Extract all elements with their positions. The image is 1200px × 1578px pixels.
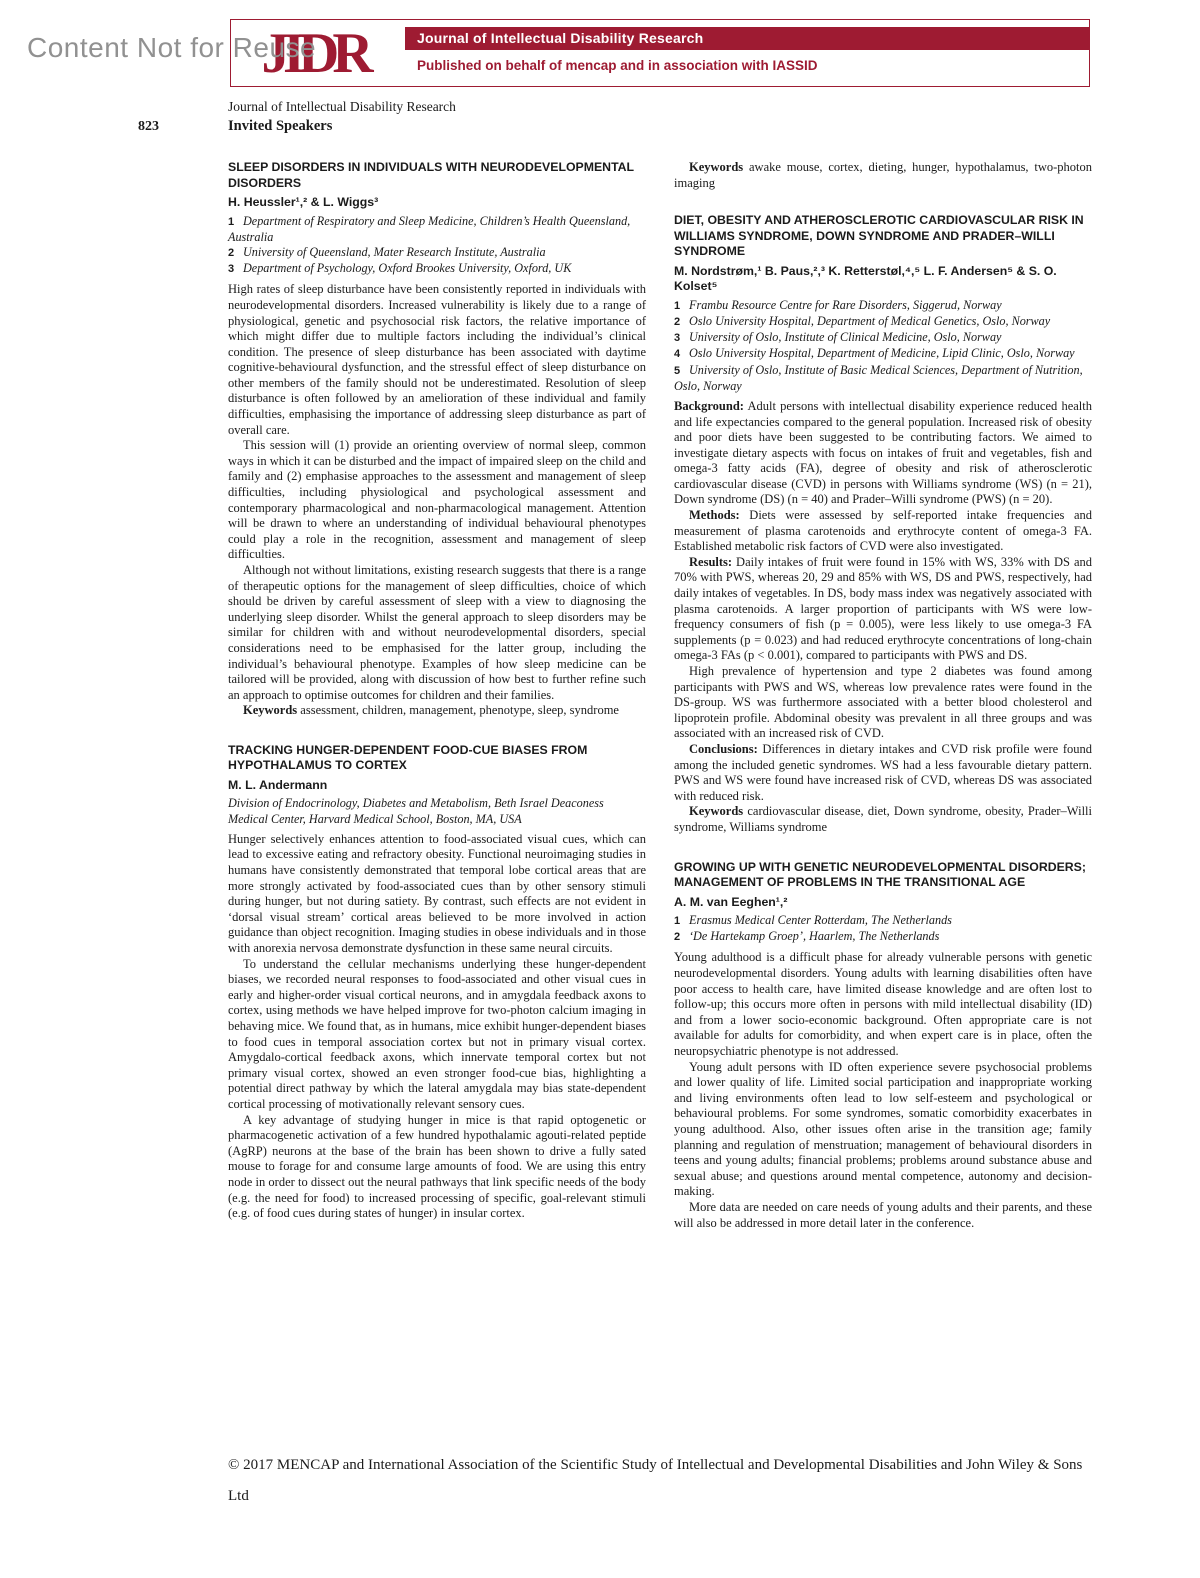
section-heading: Invited Speakers [228, 118, 333, 134]
affiliation-text: Division of Endocrinology, Diabetes and Metabolism, Beth Israel Deaconess Medical Center, Harvard Medical School, Boston, MA, USA [228, 796, 604, 826]
affiliation [674, 363, 1092, 394]
paragraph-text: Young adult persons with ID often experience severe psychosocial problems and lower quality of life. Limited social participation and inappropriate working and living environments often lead to low self-esteem and psychological or behavioural problems. For some syndromes, somatic comorbidity exacerbates in young adulthood. Also, other issues often arise in the transition age; family planning and regulation of menstruation; management of behavioural disorders in teens and young adults; financial problems; problems around substance abuse and sexual abuse; and questions around mental competence, autonomy and decision-making. [674, 1059, 1092, 1199]
header-text-area [405, 20, 1089, 86]
affiliation-number: 4 [674, 348, 681, 361]
affiliation-number: 5 [674, 364, 681, 377]
abstract-paragraph [674, 399, 1092, 508]
keywords-text: awake mouse, cortex, dieting, hunger, hypothalamus, two-photon imaging [674, 160, 1093, 190]
abstract-authors: A. M. van Eeghen¹,² [674, 894, 788, 909]
affiliation-number: 1 [674, 299, 681, 312]
copyright-footer: © 2017 MENCAP and International Association of the Scientific Study of Intellectual and Developmental Disabilities and John Wiley & Sons Ltd [228, 1457, 1083, 1504]
affiliation-number: 1 [674, 915, 681, 928]
keywords-label: Keywords [689, 804, 744, 819]
paragraph-text: Diets were assessed by self-reported intake frequencies and measurement of plasma carotenoids and erythrocyte content of omega-3 FA. Established metabolic risk factors of CVD were also investigated. [674, 508, 1092, 554]
abstract-title: GROWING UP WITH GENETIC NEURODEVELOPMENTAL DISORDERS; MANAGEMENT OF PROBLEMS IN THE TRANSITIONAL AGE [674, 859, 1086, 890]
right-column [674, 160, 1092, 1255]
affiliation-text: Oslo University Hospital, Department of Medicine, Lipid Clinic, Oslo, Norway [689, 346, 1075, 361]
keywords-label: Keywords [689, 160, 744, 174]
paragraph-text: Differences in dietary intakes and CVD risk profile were found among the included genetic syndromes. WS had a less favourable dietary pattern. PWS and WS were found have increased risk of CVD, whereas DS was associated with reduced risk. [674, 741, 1092, 803]
affiliation [228, 796, 646, 826]
affiliation-text: University of Oslo, Institute of Clinical Medicine, Oslo, Norway [689, 330, 1002, 345]
affiliation [674, 929, 1092, 945]
paragraph-text: Daily intakes of fruit were found in 15% with WS, 33% with DS and 70% with PWS, whereas 20, 29 and 85% with WS, DS and PWS, respectively, had daily intakes of vegetables. In DS, body mass index was negatively associated with plasma carotenoids. A larger proportion of participants with WS were low-frequency consumers of fish (p = 0.005), were less likely to use omega-3 FA supplements (p = 0.023) and had reduced erythrocyte concentrations of long-chain omega-3 FAs (p < 0.001), compared to participants with PWS and DS. [674, 554, 1093, 663]
abstract-paragraph [228, 957, 646, 1113]
keywords-label: Keywords [243, 703, 298, 718]
left-column [228, 160, 646, 1255]
abstract-paragraph [674, 742, 1092, 804]
paragraph-text: Young adulthood is a difficult phase for already vulnerable persons with genetic neurodevelopmental disorders. Young adults with learning disabilities often have poor access to health care, have limited disease knowledge and are often lost to follow-up; this occurs more often in persons with mild intellectual disability (ID) and from a lower socio-economic background. Often appropriate care is not available for adults for comorbidity, and when expert care is in place, often the neuropsychiatric phenotype is not addressed. [674, 950, 1092, 1058]
affiliation [228, 261, 646, 277]
abstract-paragraph [674, 1200, 1092, 1231]
affiliation-text: Frambu Resource Centre for Rare Disorders, Siggerud, Norway [689, 297, 1002, 312]
abstract-paragraph [674, 1060, 1092, 1200]
paragraph-text: A key advantage of studying hunger in mice is that rapid optogenetic or pharmacogenetic activation of a few hundred hypothalamic agouti-related peptide (AgRP) neurons at the base of the brain has been shown to drive a fully sated mouse to forage for and consume large amounts of food. We are using this entry node in order to dissect out the neural pathways that link specific needs of the body (e.g. the need for food) to increased processing of specific, goal-relevant stimuli (e.g. of food cues during states of hunger) in insular cortex. [228, 1112, 646, 1221]
affiliation-list [228, 214, 646, 278]
affiliation-text: Erasmus Medical Center Rotterdam, The Netherlands [689, 913, 952, 928]
abstract-title: DIET, OBESITY AND ATHEROSCLEROTIC CARDIOVASCULAR RISK IN WILLIAMS SYNDROME, DOWN SYNDROME AND PRADER–WILLI SYNDROME [674, 213, 1084, 259]
keywords [228, 703, 646, 719]
affiliation-text: University of Oslo, Institute of Basic Medical Sciences, Department of Nutrition, Oslo, Norway [674, 362, 1083, 393]
keywords [674, 804, 1092, 835]
abstract-paragraph [674, 950, 1092, 1059]
abstract-paragraph [674, 664, 1092, 742]
affiliation [674, 298, 1092, 314]
watermark: Content Not for Reuse [27, 32, 317, 63]
paragraph-text: Hunger selectively enhances attention to food-associated visual cues, which can lead to excessive eating and refractory obesity. Functional neuroimaging studies in humans have consistently demonstrated that temporal lobe cortical areas that are more strongly activated by food-associated cues than by other sensory stimuli during hunger, but not during satiety. By contrast, such effects are not evident in ‘dorsal visual stream’ cortical areas believed to be more involved in action guidance than object recognition. Imaging studies in obese individuals and in those with anorexia nervosa demonstrate dysfunction in these same neural circuits. [228, 831, 646, 955]
abstract-authors: M. L. Andermann [228, 777, 328, 792]
affiliation [674, 314, 1092, 330]
journal-header [230, 19, 1090, 87]
affiliation-number: 2 [674, 931, 681, 944]
affiliation [228, 214, 646, 245]
abstract-authors: H. Heussler¹,² & L. Wiggs³ [228, 195, 379, 209]
abstract-diet-obesity-cvd [674, 213, 1092, 835]
affiliation [674, 913, 1092, 929]
paragraph-label: Background: [674, 398, 744, 413]
paragraph-text: This session will (1) provide an orienting overview of normal sleep, common ways in which it can be disturbed and the impact of impaired sleep on the child and family and (2) emphasise approaches to the assessment and management of sleep difficulties, including physiological and psychological assessment and contemporary pharmacological and non-pharmacological management. Attention will be drawn to where an understanding of individual behavioural phenotypes could play a role in the recognition, assessment and management of sleep difficulties. [228, 438, 646, 562]
affiliation-number: 3 [674, 332, 681, 345]
abstract-paragraph [228, 832, 646, 957]
affiliation-text: Department of Respiratory and Sleep Medicine, Children’s Health Queensland, Australia [228, 213, 631, 244]
affiliation-text: Oslo University Hospital, Department of Medical Genetics, Oslo, Norway [689, 313, 1051, 328]
journal-name: Journal of Intellectual Disability Research [228, 99, 456, 114]
abstract-authors: M. Nordstrøm,¹ B. Paus,²,³ K. Retterstøl,⁴,⁵ L. F. Andersen⁵ & S. O. Kolset⁵ [674, 263, 1057, 294]
masthead [228, 99, 456, 135]
affiliation-list [674, 298, 1092, 394]
abstract-growing-up-genetic [674, 860, 1092, 1232]
paragraph-text: Although not without limitations, existing research suggests that there is a range of therapeutic options for the management of sleep difficulties, choice of which should be driven by careful assessment of sleep with a view to diagnosing the underlying sleep disorder. Whilst the general approach to sleep disorders may be similar for children with and without neurodevelopmental disorders, special considerations need to be emphasised for the latter group, including the individual’s behavioural phenotype. Examples of how sleep medicine can be tailored will be provided, along with discussion of how best to further refine such an approach to optimise outcomes for children and their families. [228, 563, 646, 702]
jidr-logo: JIDR [261, 21, 367, 85]
paragraph-text: More data are needed on care needs of young adults and their parents, and these will also be addressed in more detail later in the conference. [674, 1199, 1092, 1230]
abstract-hunger-food-cue [228, 743, 646, 1222]
banner-title: Journal of Intellectual Disability Research [405, 27, 1089, 50]
affiliation-number: 3 [228, 263, 235, 276]
affiliation-text: University of Queensland, Mater Research Institute, Australia [243, 244, 546, 259]
affiliation-number: 1 [228, 215, 235, 228]
abstract-paragraph [228, 282, 646, 438]
paragraph-label: Conclusions: [689, 741, 758, 756]
affiliation-number: 2 [674, 315, 681, 328]
abstract-paragraph [228, 438, 646, 563]
keywords-continued [674, 160, 1092, 191]
paragraph-text: High prevalence of hypertension and type 2 diabetes was found among participants with PWS and WS, whereas low prevalence rates were found in the DS-group. WS was furthermore associated with a better blood cholesterol and lipoprotein profile. Abdominal obesity was prevalent in all three groups and was associated with an increased risk of CVD. [674, 664, 1092, 741]
paragraph-label: Results: [689, 554, 733, 569]
abstract-paragraph [228, 563, 646, 703]
affiliation [228, 245, 646, 261]
page-number: 823 [138, 119, 159, 134]
paragraph-text: High rates of sleep disturbance have been consistently reported in individuals with neurodevelopmental disorders. Increased vulnerability is likely due to a range of physiological, genetic and psychosocial risk factors, the relative importance of which might differ due to multiple factors including the individual’s clinical condition. The presence of sleep disturbance has been associated with daytime cognitive-behavioural dysfunction, and the stressful effect of sleep disturbance on other members of the family should not be underestimated. Resolution of sleep disturbance is often followed by an amelioration of these individual and family difficulties, emphasising the importance of addressing sleep disturbance as part of overall care. [228, 282, 646, 437]
affiliation-text: ‘De Hartekamp Groep’, Haarlem, The Netherlands [689, 929, 940, 944]
two-column-layout [228, 160, 1092, 1255]
abstract-title: SLEEP DISORDERS IN INDIVIDUALS WITH NEURODEVELOPMENTAL DISORDERS [228, 160, 634, 190]
abstract-title: TRACKING HUNGER-DEPENDENT FOOD-CUE BIASES FROM HYPOTHALAMUS TO CORTEX [228, 742, 588, 773]
affiliation-list [228, 796, 646, 826]
keywords-text: assessment, children, management, phenotype, sleep, syndrome [300, 703, 619, 718]
keywords-text: cardiovascular disease, diet, Down syndrome, obesity, Prader–Willi syndrome, Williams syndrome [674, 804, 1092, 834]
paragraph-text: Adult persons with intellectual disability experience reduced health and life expectancies compared to the general population. Increased risk of obesity and poor diets have been suggested to be contributing factors. We aimed to investigate dietary aspects with focus on intakes of fruit and vegetables, fish and omega-3 fatty acids (FA), degree of obesity and risk of atherosclerotic cardiovascular disease (CVD) in persons with Williams syndrome (WS) (n = 21), Down syndrome (DS) (n = 40) and Prader–Willi syndrome (PWS) (n = 20). [674, 398, 1093, 507]
abstract-paragraph [674, 508, 1092, 555]
paragraph-label: Methods: [689, 508, 740, 523]
affiliation-list [674, 913, 1092, 945]
abstract-paragraph [228, 1113, 646, 1222]
affiliation [674, 330, 1092, 346]
banner-subtitle: Published on behalf of mencap and in association with IASSID [417, 58, 818, 73]
keywords [674, 160, 1092, 191]
abstract-paragraph [674, 555, 1092, 664]
affiliation-number: 2 [228, 246, 235, 259]
abstract-sleep-disorders [228, 160, 646, 719]
affiliation [674, 346, 1092, 362]
affiliation-text: Department of Psychology, Oxford Brookes University, Oxford, UK [243, 261, 572, 276]
paragraph-text: To understand the cellular mechanisms underlying these hunger-dependent biases, we recorded neural responses to food-associated and other visual cues in early and higher-order visual cortical neurons, and in amygdala feedback axons to cortex, using methods we have helped improve for two-photon calcium imaging in behaving mice. We found that, as in humans, mice exhibit hunger-dependent biases to food cues in temporal association cortex but not in primary visual cortex. Amygdalo-cortical feedback axons, which innervate temporal cortex but not primary visual cortex, showed an even stronger food-cue bias, highlighting a potential direct pathway by which the lateral amygdala may bias state-dependent cortical processing of motivationally relevant sensory cues. [228, 956, 646, 1111]
